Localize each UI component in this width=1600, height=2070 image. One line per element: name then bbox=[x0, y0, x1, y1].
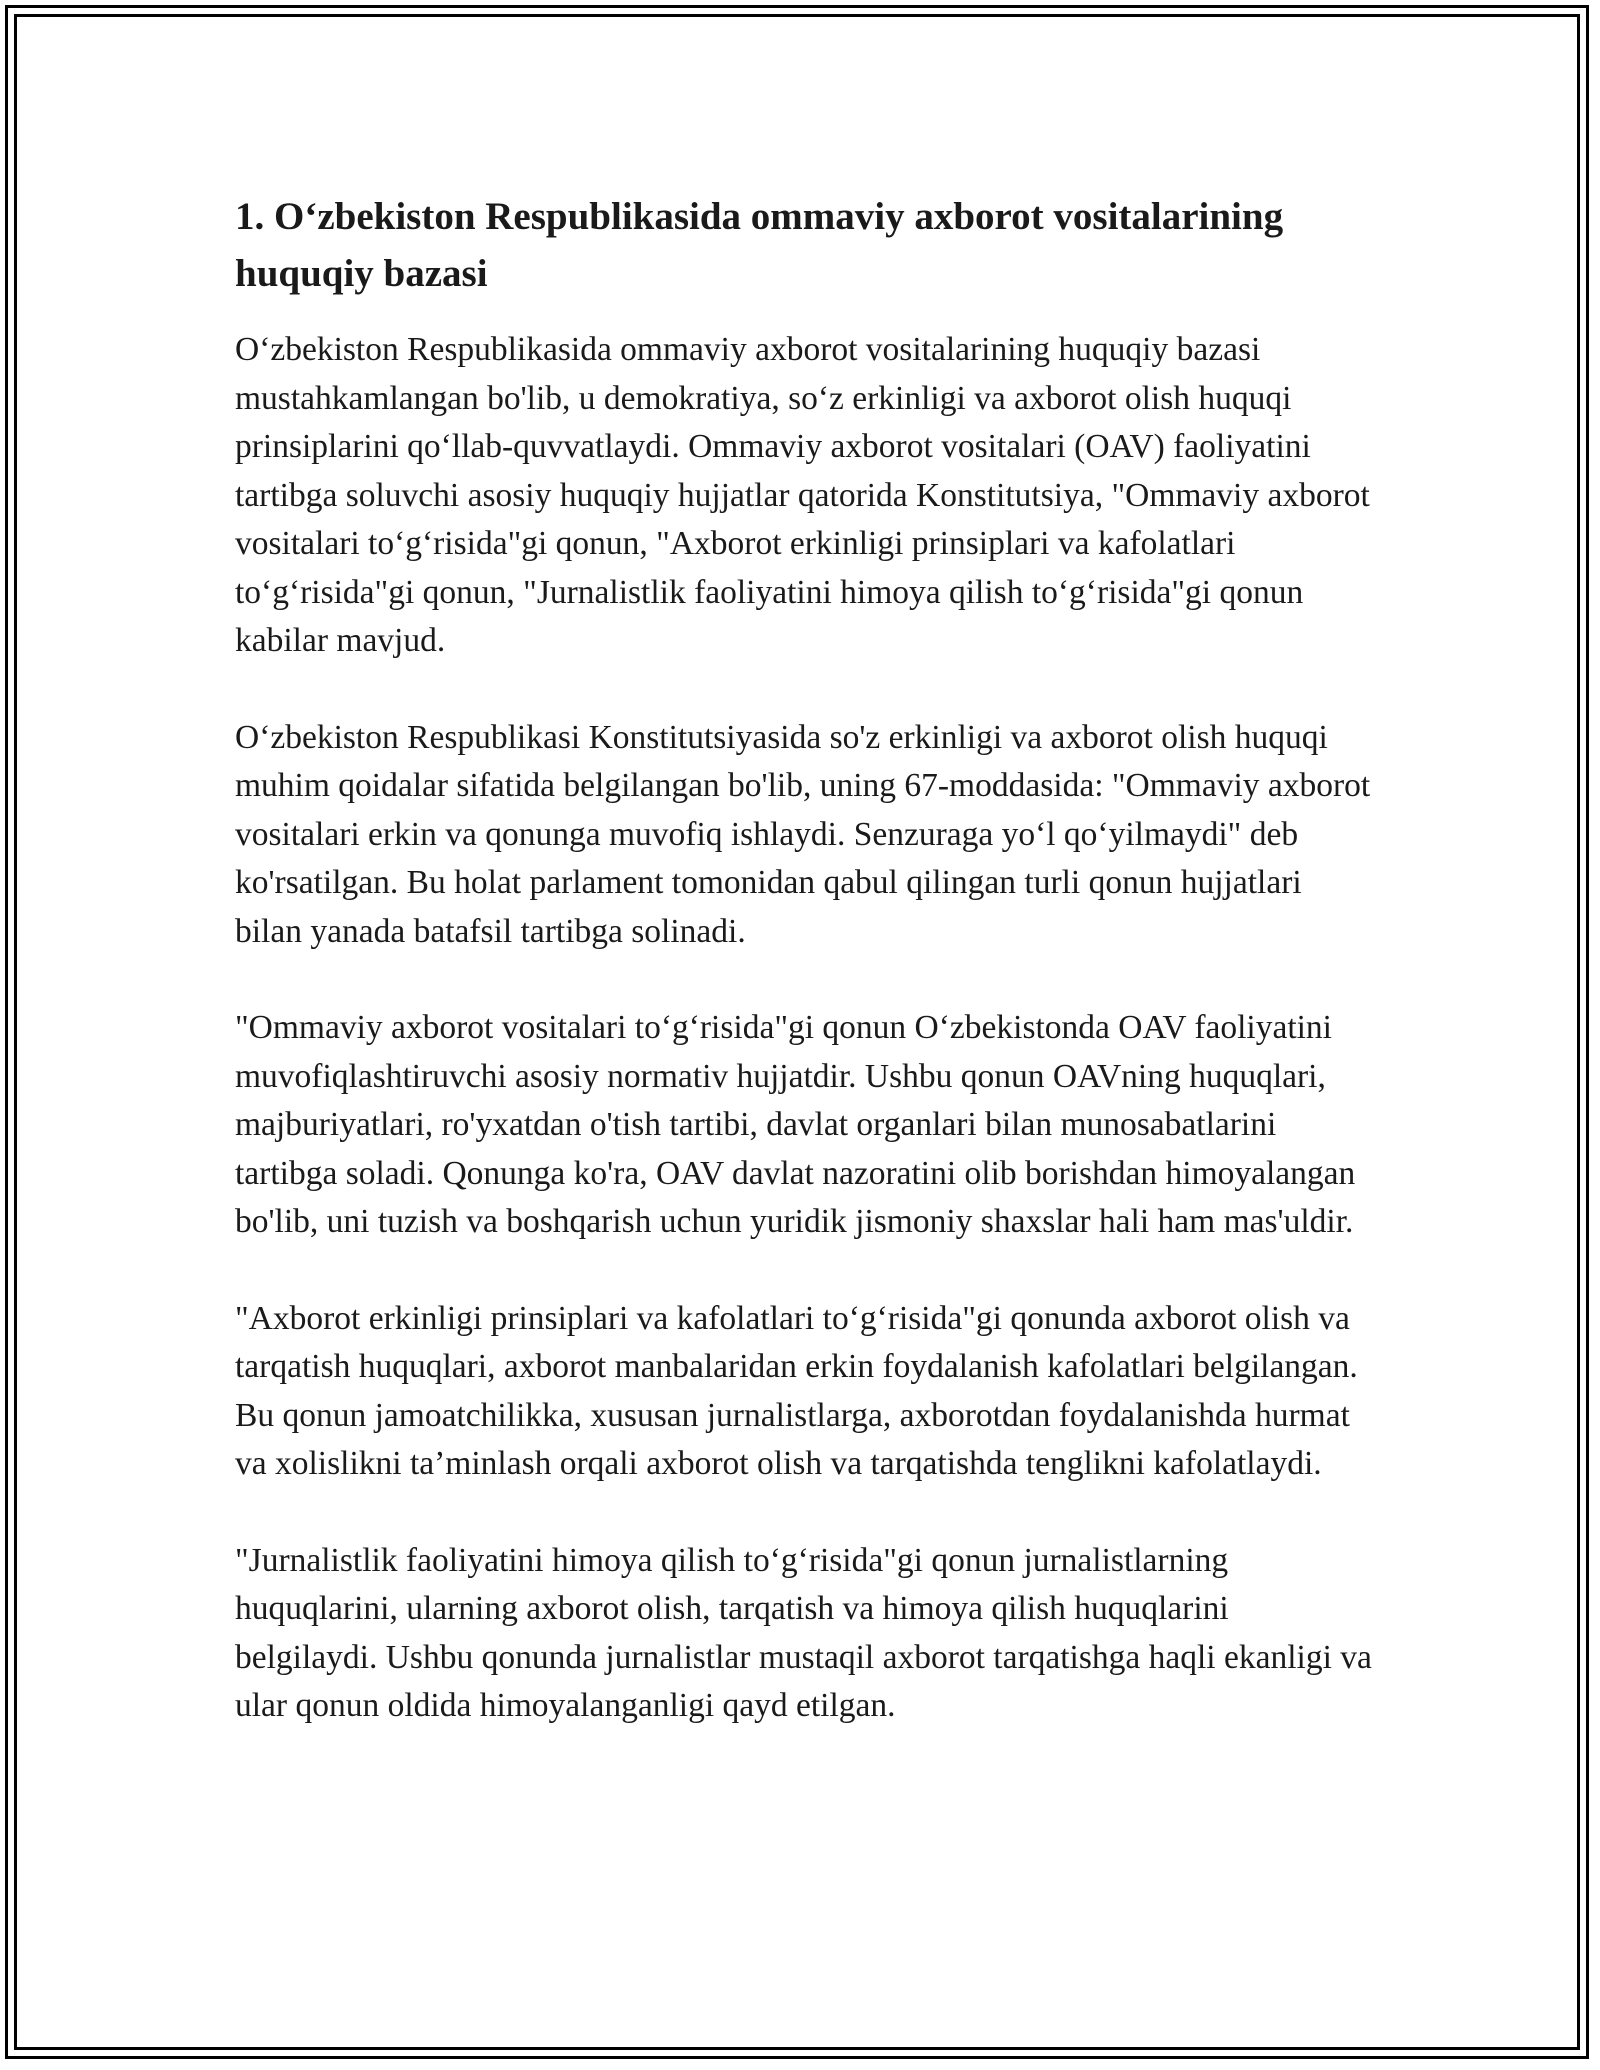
paragraph-constitution: O‘zbekiston Respublikasi Konstitutsiyasida so'z erkinligi va axborot olish huquqi muhim qoidalar sifatida belgilangan bo'lib, uning 67-moddasida: "Ommaviy axborot vositalari erkin va qonunga muvofiq ishlaydi. Senzuraga yo‘l qo‘yilmaydi" deb ko'rsatilgan. Bu holat parlament tomonidan qabul qilingan turli qonun hujjatlari bilan yanada batafsil tartibga solinadi. bbox=[235, 718, 1371, 950]
paragraph-mass-media-law: "Ommaviy axborot vositalari to‘g‘risida"gi qonun O‘zbekistonda OAV faoliyatini muvofiqlashtiruvchi asosiy normativ hujjatdir. Ushbu qonun OAVning huquqlari, majburiyatlari, ro'yxatdan o'tish tartibi, davlat organlari bilan munosabatlarini tartibga soladi. Qonunga ko'ra, OAV davlat nazoratini olib borishdan himoyalangan bo'lib, uni tuzish va boshqarish uchun yuridik jismoniy shaxslar hali ham mas'uldir. bbox=[235, 1009, 1356, 1240]
paragraph-freedom-of-information-law: "Axborot erkinligi prinsiplari va kafolatlari to‘g‘risida"gi qonunda axborot olish va tarqatish huquqlari, axborot manbalaridan erkin foydalanish kafolatlari belgilangan. Bu qonun jamoatchilikka, xususan jurnalistlarga, axborotdan foydalanishda hurmat va xolislikni ta’minlash orqali axborot olish va tarqatishda tenglikni kafolatlaydi. bbox=[235, 1299, 1358, 1482]
paragraph-journalism-protection-law: "Jurnalistlik faoliyatini himoya qilish to‘g‘risida"gi qonun jurnalistlarning huquqlarini, ularning axborot olish, tarqatish va himoya qilish huquqlarini belgilaydi. Ushbu qonunda jurnalistlar mustaqil axborot tarqatishga haqli ekanligi va ular qonun oldida himoyalanganligi qayd etilgan. bbox=[235, 1541, 1372, 1724]
paragraph-legal-basis: O‘zbekiston Respublikasida ommaviy axborot vositalarining huquqiy bazasi mustahkamlangan bo'lib, u demokratiya, so‘z erkinligi va axborot olish huquqi prinsiplarini qo‘llab-quvvatlaydi. Ommaviy axborot vositalari (OAV) faoliyatini tartibga soluvchi asosiy huquqiy hujjatlar qatorida Konstitutsiya, "Ommaviy axborot vositalari to‘g‘risida"gi qonun, "Axborot erkinligi prinsiplari va kafolatlari to‘g‘risida"gi qonun, "Jurnalistlik faoliyatini himoya qilish to‘g‘risida"gi qonun kabilar mavjud. bbox=[235, 331, 1370, 659]
section-title: 1. O‘zbekiston Respublikasida ommaviy axborot vositalarining huquqiy bazasi bbox=[235, 195, 1284, 295]
document-body bbox=[235, 188, 1375, 1779]
